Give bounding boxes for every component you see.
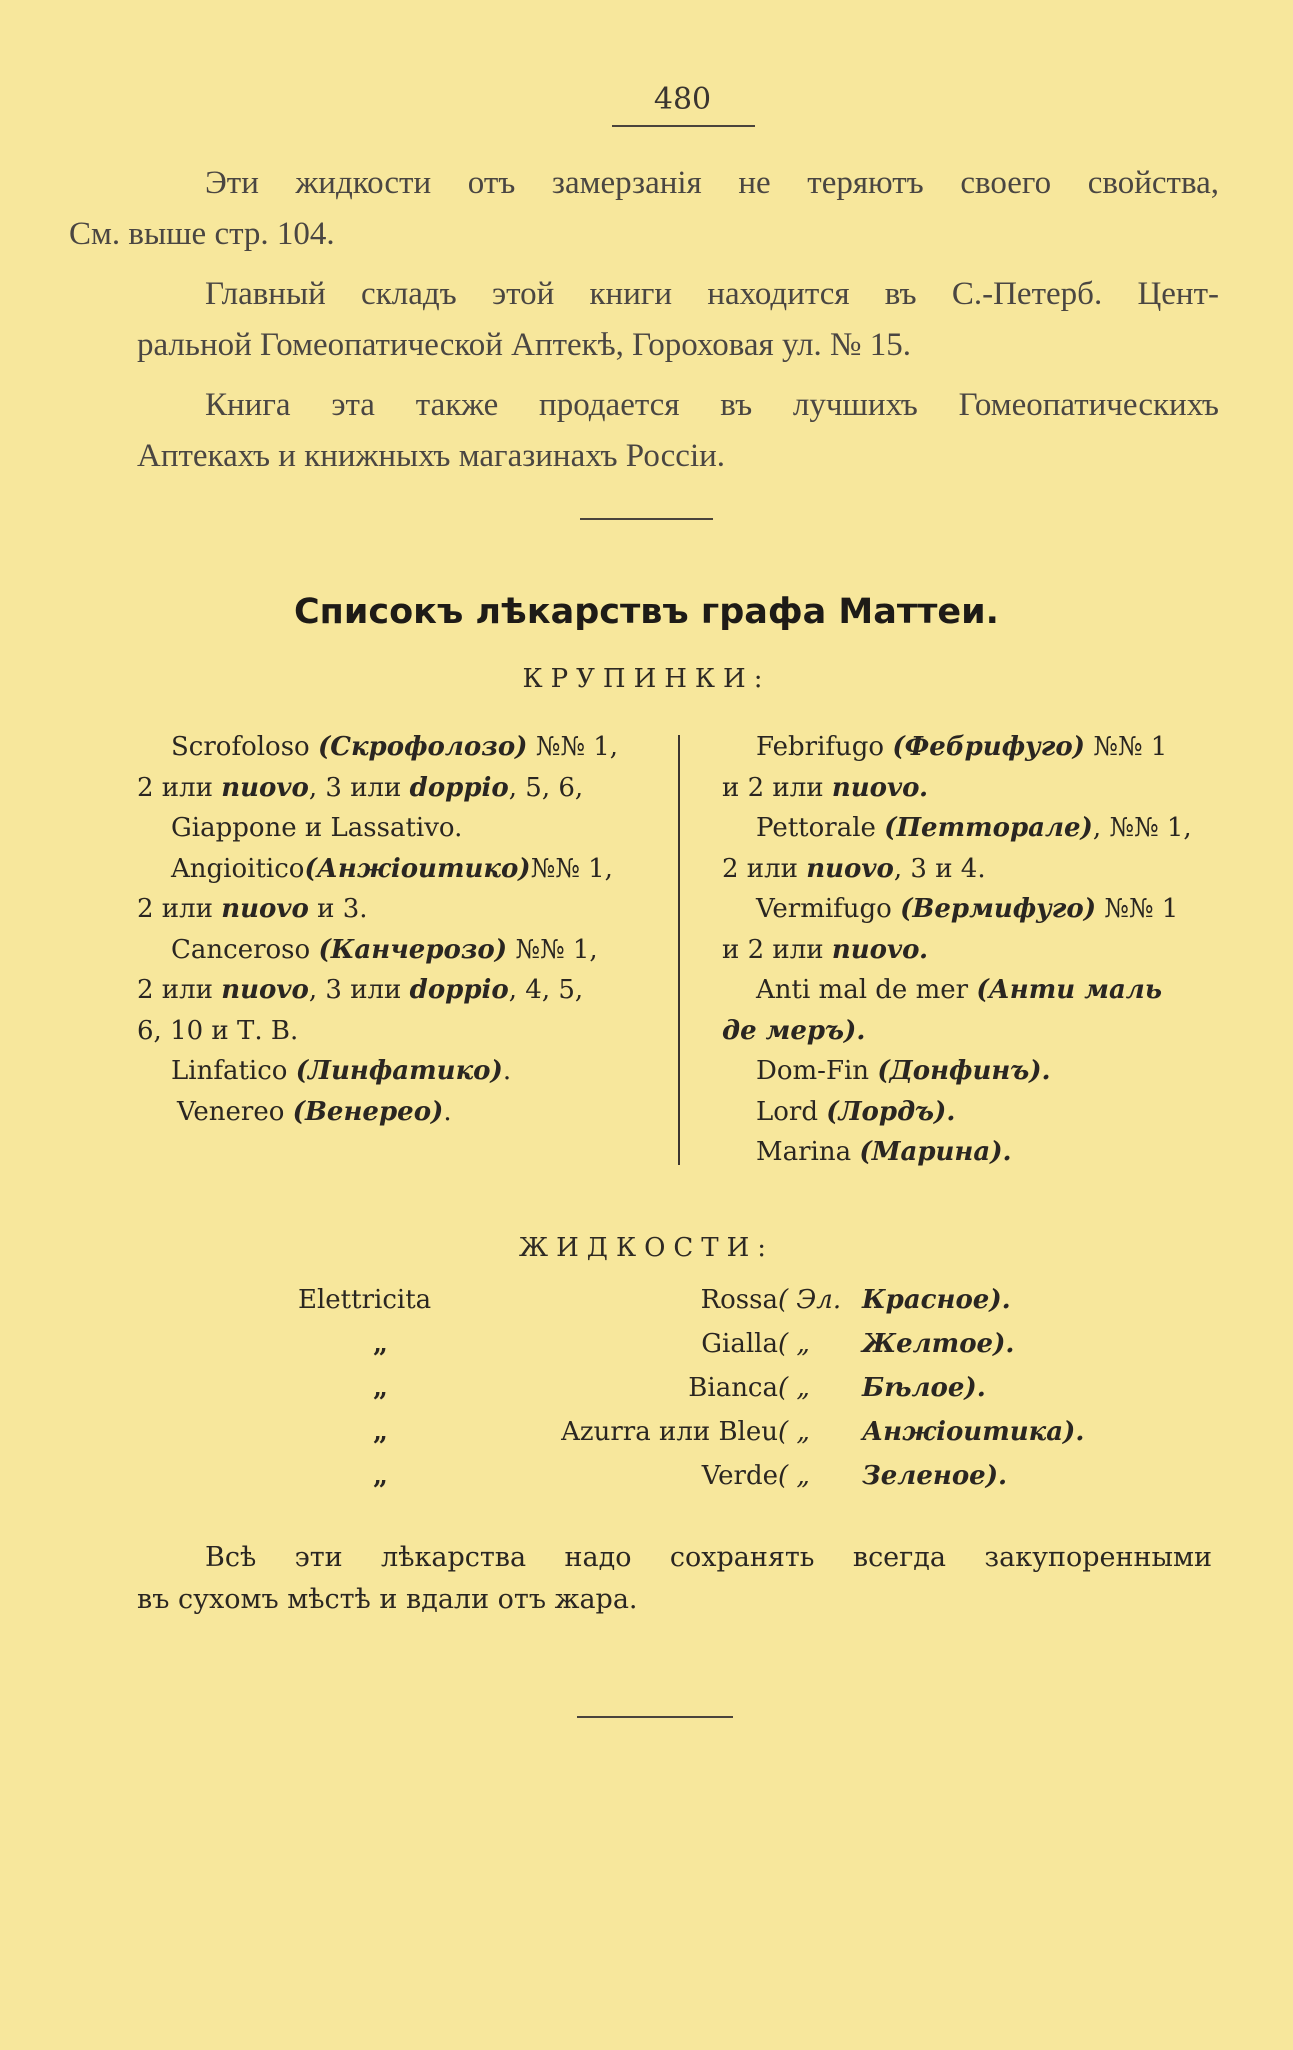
list-item: Scrofoloso (Скрофолозо) №№ 1, <box>171 732 619 762</box>
liquid-paren: ( „ <box>778 1329 810 1359</box>
pills-right-column <box>722 727 1222 1173</box>
liquid-name: Verde <box>701 1461 778 1491</box>
text-line: См. выше стр. 104. <box>69 216 335 252</box>
intro-text <box>69 158 1219 491</box>
list-item: Pettorale (Петторале), №№ 1, <box>756 813 1192 843</box>
closing-paragraph <box>137 1537 1212 1621</box>
list-title: Списокъ лѣкарствъ графа Маттеи. <box>294 592 999 632</box>
text-line: Эти жидкости отъ замерзанія не теряютъ своего свойства, <box>205 165 1219 201</box>
list-item: Vermifugo (Вермифуго) №№ 1 <box>756 894 1179 924</box>
end-rule <box>577 1716 733 1718</box>
list-item: Linfatico (Линфатико). <box>171 1056 512 1086</box>
liquid-paren: ( Эл. <box>778 1285 842 1315</box>
column-divider <box>678 735 680 1165</box>
liquid-paren: ( „ <box>778 1373 810 1403</box>
liquid-russian-name: Красное). <box>862 1285 1011 1315</box>
liquid-name: Rossa <box>700 1285 778 1315</box>
list-item: 2 или nuovo, 3 или doppio, 5, 6, <box>137 772 584 803</box>
liquid-head-word: Elettricita <box>298 1285 432 1315</box>
liquid-row <box>0 1329 1293 1373</box>
text-line: Книга эта также продается въ лучшихъ Гомеопатическихъ <box>205 387 1219 423</box>
text-line: въ сухомъ мѣстѣ и вдали отъ жара. <box>137 1584 638 1615</box>
intro-paragraph-3 <box>137 380 1219 482</box>
pills-left-column <box>137 727 657 1132</box>
list-item: Canceroso (Канчерозо) №№ 1, <box>171 934 598 965</box>
liquid-row <box>0 1285 1293 1329</box>
ditto-mark: „ <box>373 1417 388 1447</box>
page-number: 480 <box>653 82 712 117</box>
text-line: Главный складъ этой книги находится въ С.-Петерб. Цент- <box>205 276 1219 312</box>
intro-paragraph-1 <box>69 158 1219 260</box>
liquid-row <box>0 1417 1293 1461</box>
liquid-row <box>0 1461 1293 1505</box>
text-line: Всѣ эти лѣкарства надо сохранять всегда закупоренными <box>205 1542 1212 1573</box>
list-item: Giappone и Lassativo. <box>171 813 463 843</box>
liquid-name: Azurra или Bleu <box>561 1417 778 1447</box>
liquid-russian-name: Желтое). <box>862 1329 1015 1359</box>
text-line: Аптекахъ и книжныхъ магазинахъ Россіи. <box>137 438 726 474</box>
liquid-row <box>0 1373 1293 1417</box>
liquid-name: Gialla <box>701 1329 778 1359</box>
list-item: 6, 10 и Т. В. <box>137 1015 299 1046</box>
liquid-russian-name: Анжіоитика). <box>862 1417 1085 1447</box>
liquid-paren: ( „ <box>778 1417 810 1447</box>
list-item: Angioitico(Анжіоитико)№№ 1, <box>171 853 613 884</box>
liquids-heading: ЖИДКОСТИ: <box>518 1233 775 1263</box>
liquid-russian-name: Бѣлое). <box>862 1373 986 1403</box>
page-number-rule <box>612 125 755 127</box>
list-item: Marina (Марина). <box>756 1137 1012 1167</box>
intro-paragraph-2 <box>137 269 1219 371</box>
ditto-mark: „ <box>373 1329 388 1359</box>
liquid-paren: ( „ <box>778 1461 810 1491</box>
ditto-mark: „ <box>373 1461 388 1491</box>
list-item: Lord (Лордъ). <box>756 1096 956 1127</box>
list-item: де меръ). <box>722 1015 866 1046</box>
list-item: и 2 или nuovo. <box>722 772 929 803</box>
list-item: 2 или nuovo, 3 и 4. <box>722 853 986 884</box>
list-item: и 2 или nuovo. <box>722 934 929 965</box>
list-item: Febrifugo (Фебрифуго) №№ 1 <box>756 732 1168 762</box>
list-item: Anti mal de mer (Анти маль <box>756 975 1162 1005</box>
liquid-name: Bianca <box>688 1373 778 1403</box>
text-line: ральной Гомеопатической Аптекѣ, Гороховая ул. № 15. <box>137 327 911 363</box>
list-item: 2 или nuovo и 3. <box>137 894 368 924</box>
liquid-russian-name: Зеленое). <box>862 1461 1008 1491</box>
ditto-mark: „ <box>373 1373 388 1403</box>
pills-heading: КРУПИНКИ: <box>522 664 771 694</box>
list-item: Dom-Fin (Донфинъ). <box>756 1056 1051 1086</box>
section-divider <box>580 518 713 520</box>
list-item: 2 или nuovo, 3 или doppio, 4, 5, <box>137 975 584 1005</box>
closing-note <box>137 1537 1212 1621</box>
list-item: Venereo (Венерео). <box>177 1096 452 1127</box>
